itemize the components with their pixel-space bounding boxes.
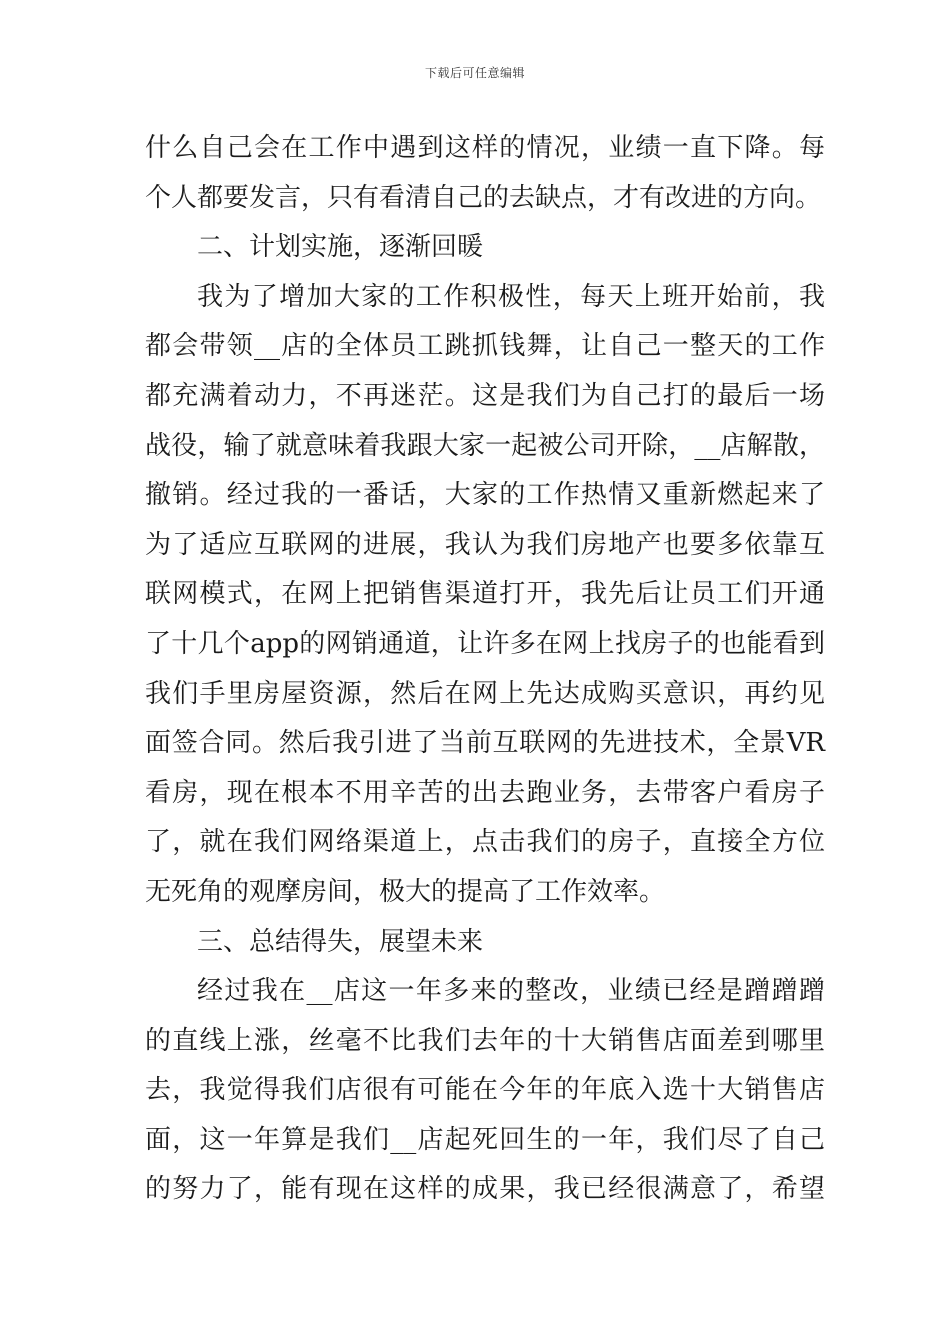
text-line: 个人都要发言，只有看清自己的去缺点，才有改进的方向。 (145, 182, 822, 213)
text-line: 面，这一年算是我们__店起死回生的一年，我们尽了自己 (145, 1124, 825, 1155)
text-line: 面签合同。然后我引进了当前互联网的先进技术，全景VR (145, 728, 825, 759)
page-header: 下载后可任意编辑 (424, 66, 525, 80)
text-line: 的直线上涨，丝毫不比我们去年的十大销售店面差到哪里 (145, 1025, 825, 1056)
text-line: 去，我觉得我们店很有可能在今年的年底入选十大销售店 (145, 1075, 825, 1106)
text-line: 联网模式，在网上把销售渠道打开，我先后让员工们开通 (145, 579, 825, 610)
text-line: 战役，输了就意味着我跟大家一起被公司开除，__店解散， (145, 430, 825, 461)
text-line: 了十几个app的网销通道，让许多在网上找房子的也能看到 (145, 628, 825, 659)
text-line: 撤销。经过我的一番话，大家的工作热情又重新燃起来了 (145, 480, 825, 511)
text-line: 为了适应互联网的进展，我认为我们房地产也要多依靠互 (145, 529, 825, 560)
text-line: 经过我在__店这一年多来的整改，业绩已经是蹭蹭蹭 (197, 976, 825, 1007)
text-line: 都充满着动力，不再迷茫。这是我们为自己打的最后一场 (145, 380, 825, 411)
text-line: 我为了增加大家的工作积极性，每天上班开始前，我 (197, 281, 825, 312)
text-line: 的努力了，能有现在这样的成果，我已经很满意了，希望 (145, 1174, 825, 1205)
text-line: 都会带领__店的全体员工跳抓钱舞，让自己一整天的工作 (145, 331, 825, 362)
text-line: 了，就在我们网络渠道上，点击我们的房子，直接全方位 (145, 827, 825, 858)
section-heading: 二、计划实施，逐渐回暖 (197, 232, 484, 263)
text-line: 无死角的观摩房间，极大的提高了工作效率。 (145, 876, 666, 907)
text-line: 什么自己会在工作中遇到这样的情况，业绩一直下降。每 (145, 133, 825, 163)
document-body (145, 124, 825, 1215)
text-line: 看房，现在根本不用辛苦的出去跑业务，去带客户看房子 (145, 777, 825, 808)
text-line: 我们手里房屋资源，然后在网上先达成购买意识，再约见 (145, 678, 825, 709)
section-heading: 三、总结得失，展望未来 (197, 926, 484, 957)
